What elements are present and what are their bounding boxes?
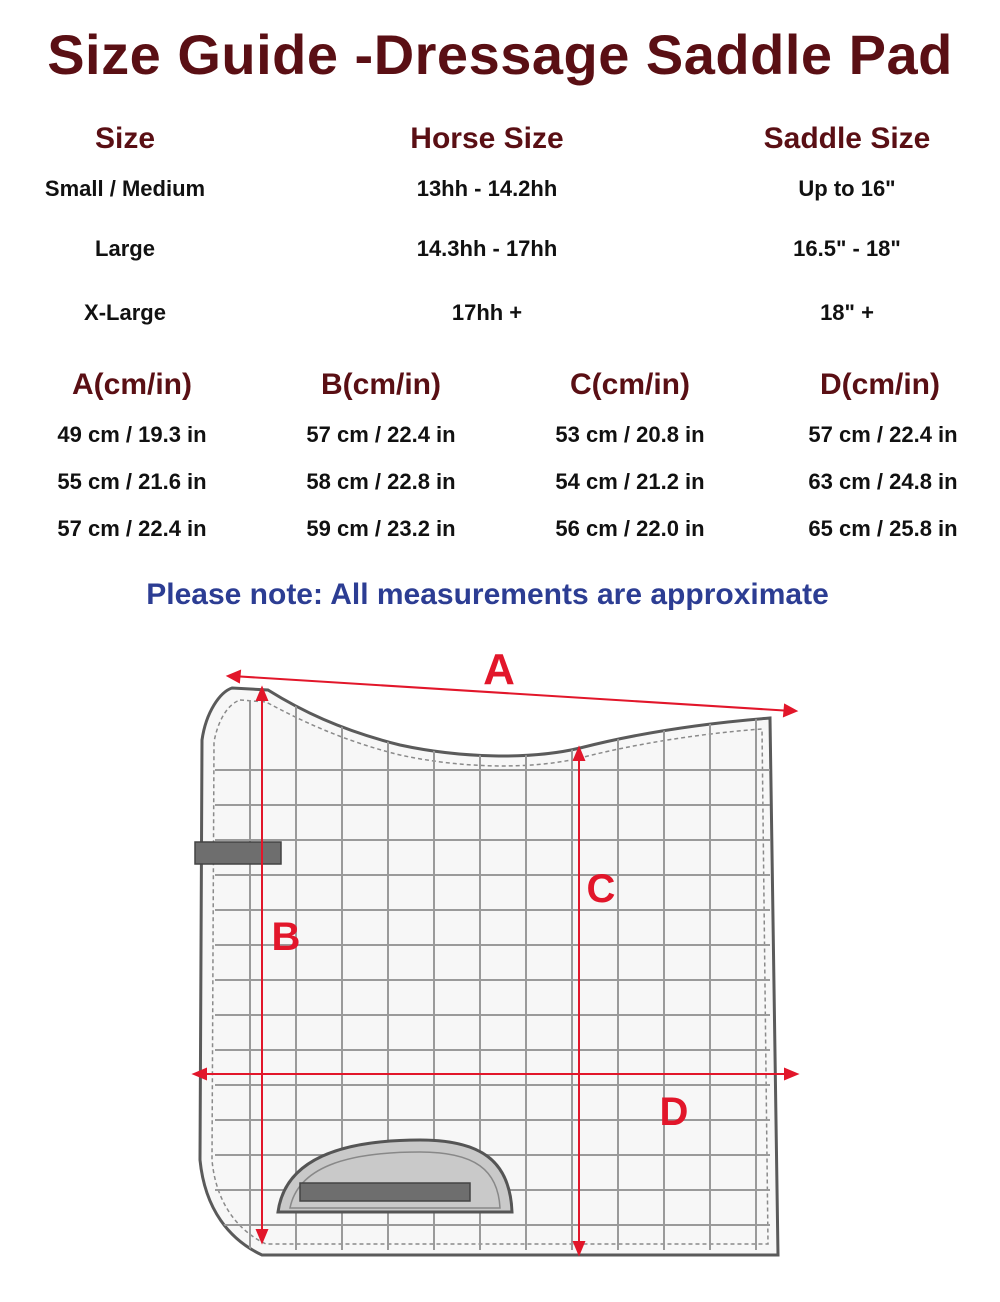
a-cell: 57 cm / 22.4 in — [57, 516, 207, 541]
b-cell: 58 cm / 22.8 in — [306, 469, 456, 494]
d-cell: 63 cm / 24.8 in — [808, 469, 958, 494]
saddle-size-cell: 16.5" - 18" — [793, 236, 901, 261]
a-cell: 49 cm / 19.3 in — [57, 422, 207, 447]
approximate-note: Please note: All measurements are approximate — [146, 578, 829, 611]
saddle-size-cell: 18" + — [820, 300, 874, 325]
horse-size-header: Horse Size — [410, 122, 564, 155]
d-cell: 57 cm / 22.4 in — [808, 422, 958, 447]
saddle-size-header: Saddle Size — [763, 122, 931, 155]
d-header: D(cm/in) — [820, 368, 940, 401]
b-header: B(cm/in) — [321, 368, 441, 401]
horse-size-cell: 13hh - 14.2hh — [416, 176, 558, 201]
horse-size-cell: 17hh + — [451, 300, 523, 325]
saddle-pad-diagram — [0, 640, 1000, 1302]
saddle-size-cell: Up to 16" — [798, 176, 896, 201]
size-cell: Large — [95, 236, 155, 261]
label-d: D — [659, 1090, 689, 1134]
c-cell: 53 cm / 20.8 in — [555, 422, 705, 447]
d-cell: 65 cm / 25.8 in — [808, 516, 958, 541]
a-header: A(cm/in) — [72, 368, 192, 401]
size-header: Size — [94, 122, 156, 155]
size-cell: Small / Medium — [44, 176, 206, 201]
size-cell: X-Large — [84, 300, 166, 325]
c-cell: 56 cm / 22.0 in — [555, 516, 705, 541]
horse-size-cell: 14.3hh - 17hh — [416, 236, 558, 261]
c-header: C(cm/in) — [570, 368, 690, 401]
label-a: A — [483, 645, 515, 694]
label-b: B — [271, 915, 301, 959]
handle-strap — [300, 1183, 470, 1201]
page-title: Size Guide -Dressage Saddle Pad — [47, 23, 953, 86]
a-cell: 55 cm / 21.6 in — [57, 469, 207, 494]
label-c: C — [586, 867, 616, 911]
c-cell: 54 cm / 21.2 in — [555, 469, 705, 494]
b-cell: 59 cm / 23.2 in — [306, 516, 456, 541]
b-cell: 57 cm / 22.4 in — [306, 422, 456, 447]
girth-strap-tab — [195, 842, 281, 864]
